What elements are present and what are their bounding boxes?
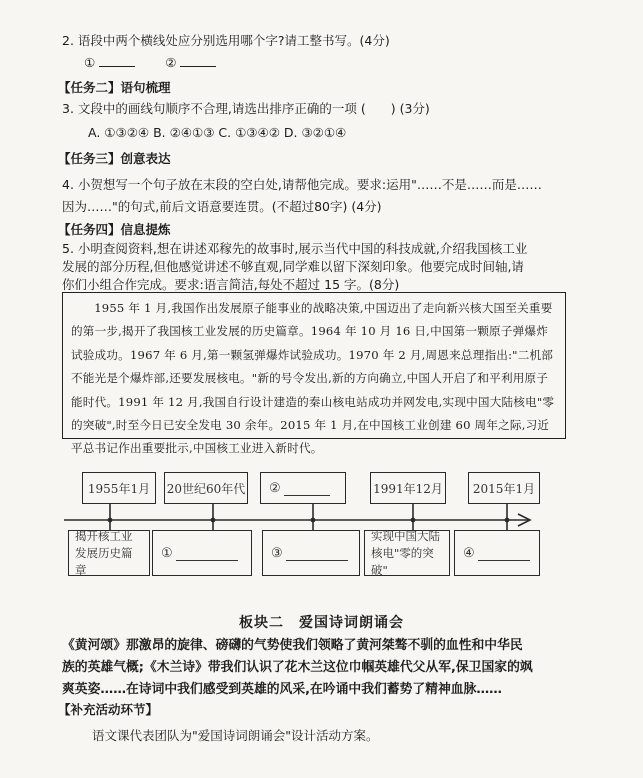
section-2-para-line-1: 《黄河颂》那激昂的旋律、磅礴的气势使我们领略了黄河桀骜不驯的血性和中华民 [62, 638, 523, 653]
timeline-top-4 [370, 472, 446, 504]
timeline-bottom-3[interactable] [262, 530, 360, 576]
timeline-top-2-text: 20世纪60年代 [166, 481, 246, 496]
task-3-title: 【任务三】创意表达 [58, 151, 171, 166]
timeline-bottom-5[interactable] [454, 530, 540, 576]
timeline-top-4-text: 1991年12月 [373, 481, 443, 496]
question-5-line-2: 发展的部分历程,但他感觉讲述不够直观,同学难以留下深刻印象。他要完成时间轴,请 [62, 259, 524, 274]
supplement-title: 【补充活动环节】 [58, 702, 159, 717]
timeline-top-3-blank[interactable] [284, 481, 330, 496]
task-2-title: 【任务二】语句梳理 [58, 80, 171, 95]
timeline-bottom-2[interactable] [152, 530, 252, 576]
timeline-bottom-4 [364, 530, 450, 576]
section-2-last-line: 语文课代表团队为"爱国诗词朗诵会"设计活动方案。 [92, 728, 379, 743]
timeline-top-5 [468, 472, 540, 504]
question-4-line-1: 4. 小贺想写一个句子放在末段的空白处,请帮他完成。要求:运用"……不是……而是…… [62, 177, 542, 192]
timeline-bottom-2-label: ① [161, 545, 173, 561]
timeline-dot-5 [505, 518, 510, 523]
timeline-bottom-5-blank[interactable] [478, 546, 530, 561]
question-3: 3. 文段中的画线句顺序不合理,请选出排序正确的一项 ( ) (3分) [62, 101, 430, 116]
timeline-bottom-5-label: ④ [463, 545, 475, 561]
question-2: 2. 语段中两个横线处应分别选用哪个字?请工整书写。(4分) [62, 33, 390, 48]
timeline-dot-1 [108, 518, 113, 523]
timeline-top-3[interactable] [260, 472, 346, 504]
question-4-line-2: 因为……"的句式,前后文语意要连贯。(不超过80字) (4分) [62, 199, 382, 214]
blank-2-label: ② [165, 55, 177, 70]
timeline-bottom-4-text: 实现中国大陆核电"零的突破" [371, 528, 440, 577]
section-2-para-line-2: 族的英雄气概;《木兰诗》带我们认识了花木兰这位巾帼英雄代父从军,保卫国家的飒 [62, 660, 533, 675]
question-5-line-1: 5. 小明查阅资料,想在讲述邓稼先的故事时,展示当代中国的科技成就,介绍我国核工业 [62, 241, 528, 256]
timeline-bottom-1 [68, 530, 150, 576]
question-5-line-3: 你们小组合作完成。要求:语言简洁,每处不超过 15 字。(8分) [62, 277, 400, 292]
timeline-bottom-3-label: ③ [271, 545, 283, 561]
section-2-para-line-3: 爽英姿……在诗词中我们感受到英雄的风采,在吟诵中我们蓄势了精神血脉…… [62, 682, 502, 697]
timeline-dot-4 [411, 518, 416, 523]
timeline-bottom-1-text: 揭开核工业发展历史篇章 [75, 528, 133, 577]
timeline-bottom-2-blank[interactable] [176, 546, 238, 561]
timeline-top-3-label: ② [269, 480, 281, 496]
timeline-top-2 [164, 472, 248, 504]
timeline-bottom-3-blank[interactable] [286, 546, 348, 561]
blank-1-label: ① [84, 55, 96, 70]
question-3-options: A. ①③②④ B. ②④①③ C. ①③④② D. ③②①④ [88, 125, 347, 140]
task-4-title: 【任务四】信息提炼 [58, 222, 171, 237]
timeline-top-1-text: 1955年1月 [87, 481, 151, 496]
section-2-title: 板块二 爱国诗词朗诵会 [239, 615, 404, 631]
passage-text: 1955 年 1 月,我国作出发展原子能事业的战略决策,中国迈出了走向新兴核大国至关重要的第一步,揭开了我国核工业发展的历史篇章。1964 年 10 月 16 日,中国第一颗原子弹爆炸试验成功。1967 年 6 月,第一颗氢弹爆炸试验成功。1970 年 2 月,周恩来总理指出:"二机部不能光是个爆炸部,还要发展核电。"新的号令发出,新的方向确立,中国人开启了和平利用原子能时代。1991 年 12 月,我国自行设计建造的秦山核电站成功并网发电,实现中国大陆核电"零的突破",时至今日已安全发电 30 余年。2015 年 1 月,在中国核工业创建 60 周年之际,习近平总书记作出重要批示,中国核工业进入新时代。 [71, 301, 555, 456]
timeline-dot-2 [211, 518, 216, 523]
timeline-top-5-text: 2015年1月 [472, 481, 536, 496]
timeline-top-1 [82, 472, 156, 504]
timeline-dot-3 [311, 518, 316, 523]
